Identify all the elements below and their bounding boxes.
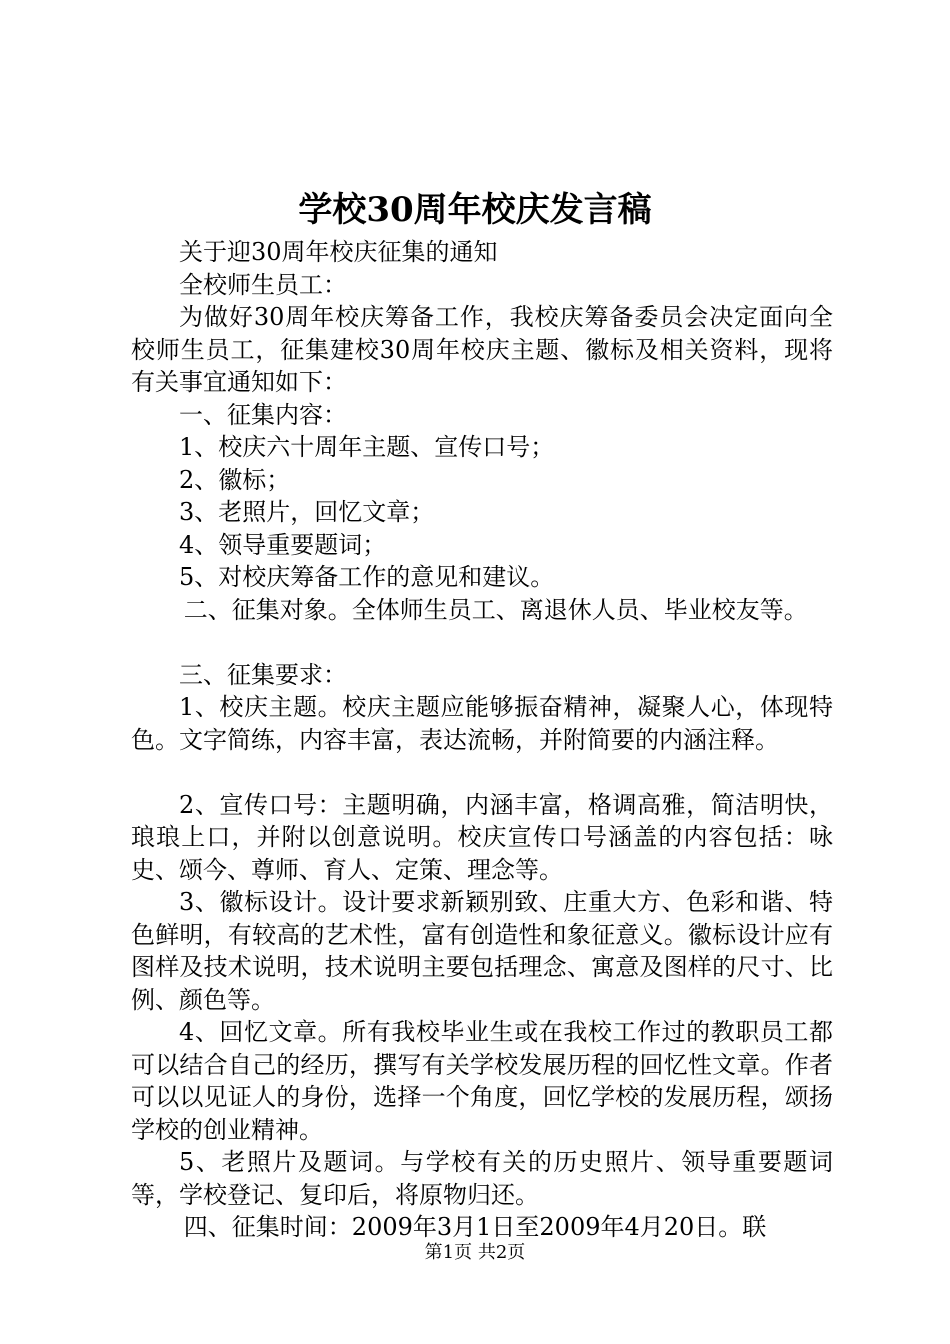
document-title: 学校30周年校庆发言稿 (298, 190, 652, 230)
page-footer: 第1页 共2页 (424, 1242, 526, 1263)
requirement-paragraph: 2、宣传口号：主题明确，内涵丰富，格调高雅，简洁明快，琅琅上口，并附以创意说明。校庆宣传口号涵盖的内容包括：咏史、颂今、尊师、育人、定策、理念等。 (131, 790, 833, 884)
blank-line (131, 756, 833, 789)
document-body (131, 236, 833, 1244)
section-heading-requirements: 三、征集要求： (179, 660, 347, 689)
blank-line (131, 626, 833, 659)
requirement-paragraph: 1、校庆主题。校庆主题应能够振奋精神，凝聚人心，体现特色。文字简练，内容丰富，表达流畅，并附简要的内涵注释。 (131, 693, 833, 754)
requirement-paragraph: 5、老照片及题词。与学校有关的历史照片、领导重要题词等，学校登记、复印后，将原物归还。 (131, 1148, 833, 1209)
requirement-paragraph: 3、徽标设计。设计要求新颖别致、庄重大方、色彩和谐、特色鲜明，有较高的艺术性，富有创造性和象征意义。徽标设计应有图样及技术说明，技术说明主要包括理念、寓意及图样的尺寸、比例、颜色等。 (131, 888, 833, 1014)
section-heading-time: 四、征集时间：2009年3月1日至2009年4月20日。联 (183, 1213, 767, 1241)
list-item: 5、对校庆筹备工作的意见和建议。 (179, 563, 555, 591)
salutation: 全校师生员工： (179, 270, 347, 299)
intro-paragraph: 为做好30周年校庆筹备工作，我校庆筹备委员会决定面向全校师生员工，征集建校30周年校庆主题、徽标及相关资料，现将有关事宜通知如下： (131, 303, 833, 396)
list-item: 3、老照片，回忆文章； (179, 498, 435, 526)
list-item: 1、校庆六十周年主题、宣传口号； (179, 433, 555, 461)
list-item: 2、徽标； (179, 465, 291, 494)
notice-heading: 关于迎30周年校庆征集的通知 (179, 238, 498, 266)
requirement-paragraph: 4、回忆文章。所有我校毕业生或在我校工作过的教职员工都可以结合自己的经历，撰写有关学校发展历程的回忆性文章。作者可以以见证人的身份，选择一个角度，回忆学校的发展历程，颂扬学校的创业精神。 (131, 1018, 833, 1144)
section-heading-targets: 二、征集对象。全体师生员工、离退休人员、毕业校友等。 (183, 595, 808, 624)
section-heading-content: 一、征集内容： (179, 400, 347, 429)
list-item: 4、领导重要题词； (179, 530, 387, 559)
